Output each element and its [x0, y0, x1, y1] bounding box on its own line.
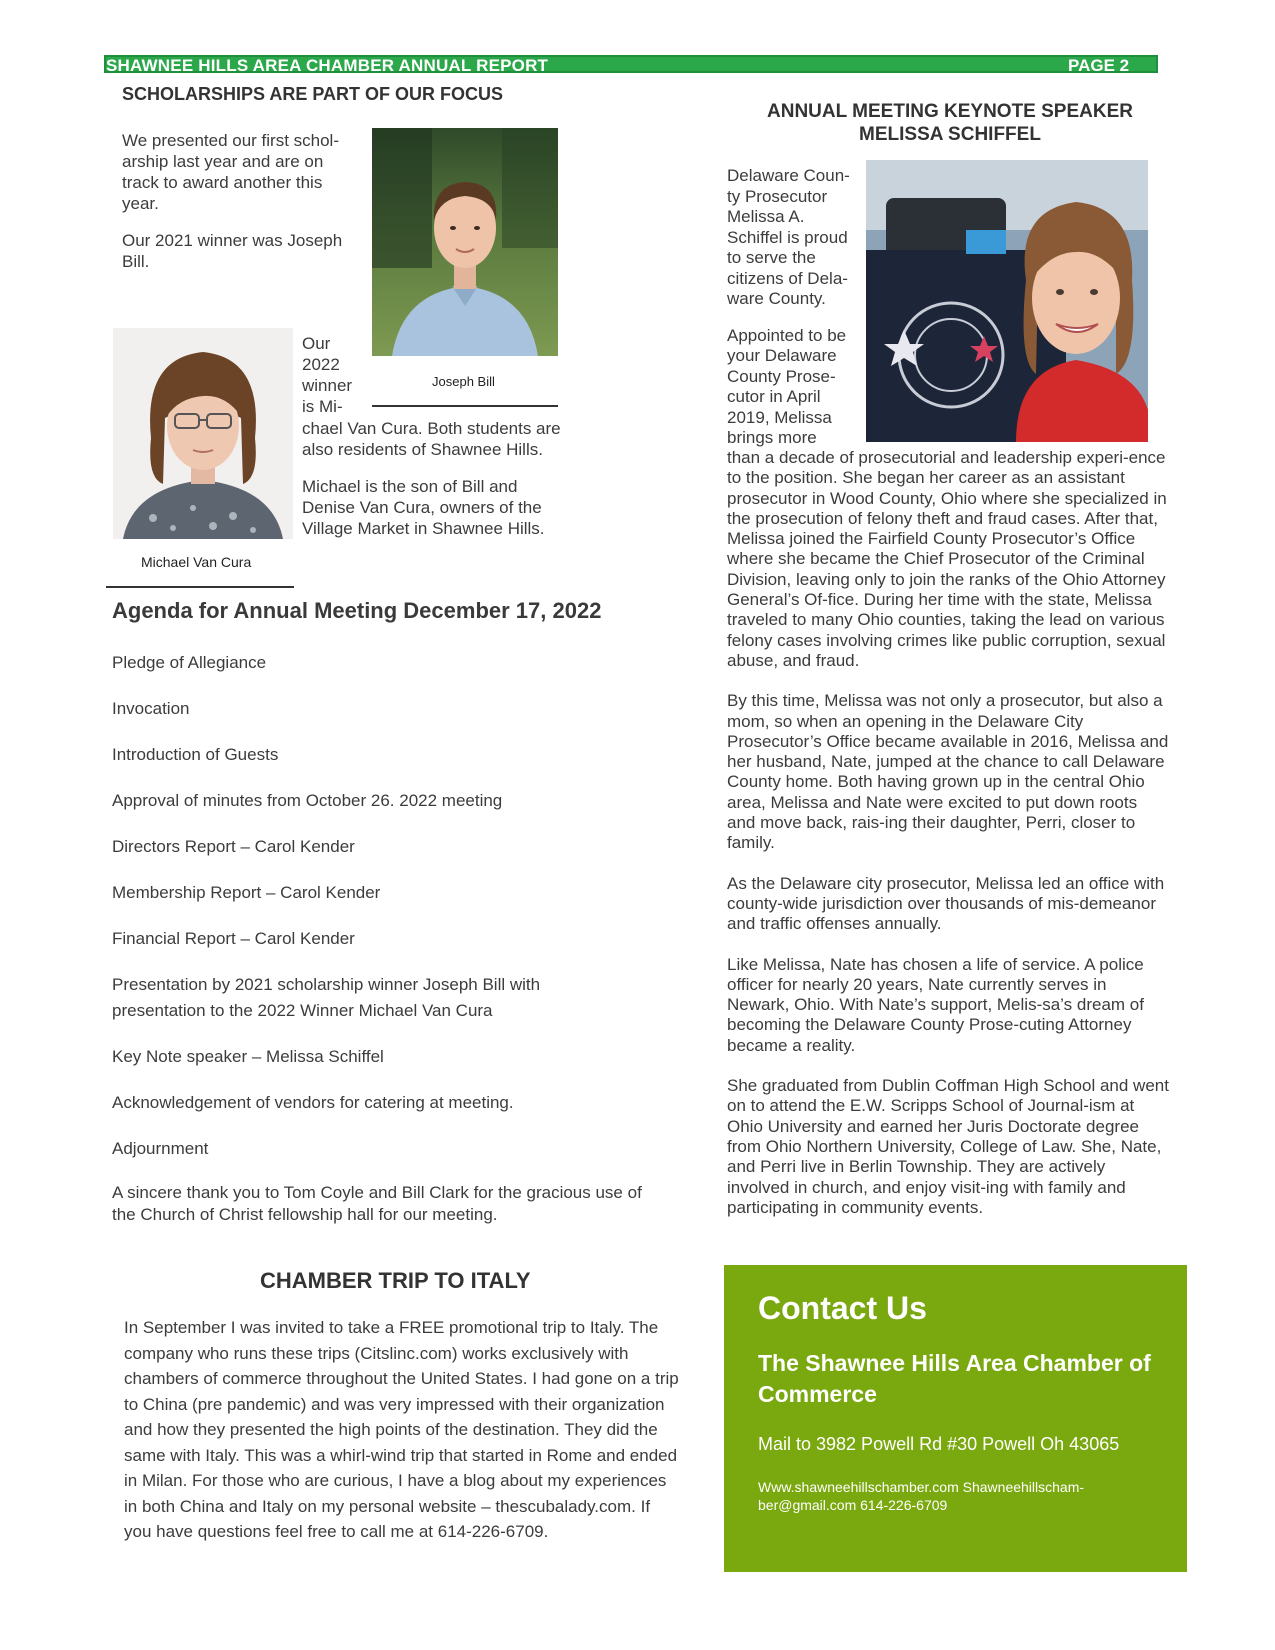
agenda-item: Approval of minutes from October 26. 2022 meeting [112, 791, 503, 810]
keynote-intro-text: Delaware Coun-ty Prosecutor Melissa A. Schiffel is proud to serve the citizens of Dela-ware County. [727, 166, 850, 308]
agenda-title: Agenda for Annual Meeting December 17, 2022 [112, 598, 602, 623]
agenda-item: Introduction of Guests [112, 745, 279, 764]
scholarships-p3a: Our 2022 winner is Mi- [302, 334, 353, 416]
keynote-p4: As the Delaware city prosecutor, Melissa led an office with county-wide jurisdiction over thousands of mis-demeanor and traffic offenses annually. [727, 873, 1165, 934]
scholarships-p1: We presented our first schol-arship last year and are on track to award another this year. [122, 131, 339, 213]
melissa-schiffel-photo [866, 160, 1148, 442]
agenda-item: Presentation by 2021 scholarship winner Joseph Bill with presentation to the 2022 Winner Michael Van Cura [112, 975, 541, 1020]
michael-van-cura-photo [113, 328, 293, 539]
keynote-p2-narrow: Appointed to be your Delaware County Prose-cutor in April 2019, Melissa brings more [727, 325, 847, 447]
report-title: SHAWNEE HILLS AREA CHAMBER ANNUAL REPORT [106, 56, 549, 75]
italy-heading: CHAMBER TRIP TO ITALY [260, 1268, 531, 1293]
agenda-item: Key Note speaker – Melissa Schiffel [112, 1047, 384, 1066]
italy-body: In September I was invited to take a FREE promotional trip to Italy. The company who runs these trips (Citslinc.com) works exclusively with chambers of commerce throughout the United States. I had gone on a trip to China (pre pandemic) and was very impressed with their organization and how they presented the high points of the destination. They did the same with Italy. This was a whirl-wind trip that started in Rome and ended in Milan. For those who are curious, I have a blog about my experiences in both China and Italy on my personal website – thescubalady.com. If you have questions feel free to call me at 614-226-6709. [124, 1318, 679, 1541]
agenda-item: Directors Report – Carol Kender [112, 837, 355, 856]
keynote-heading [724, 100, 1176, 146]
contact-title: Contact Us [758, 1290, 927, 1326]
agenda-rule [106, 586, 294, 588]
agenda-item: Acknowledgement of vendors for catering at meeting. [112, 1093, 514, 1112]
keynote-heading-line2: MELISSA SCHIFFEL [859, 124, 1041, 145]
joseph-bill-caption: Joseph Bill [432, 374, 495, 389]
scholarships-heading: SCHOLARSHIPS ARE PART OF OUR FOCUS [122, 84, 504, 104]
keynote-p5: Like Melissa, Nate has chosen a life of service. A police officer for nearly 20 years, Nate currently serves in Newark, Ohio. With Nate’s support, Melis-sa’s dream of becoming the Delaware County Prose-cuting Attorney became a reality. [727, 954, 1144, 1055]
contact-web-line1[interactable]: Www.shawneehillschamber.com Shawneehillscham- [758, 1479, 1085, 1495]
contact-web-line2[interactable]: ber@gmail.com 614-226-6709 [758, 1497, 948, 1513]
agenda-item: Financial Report – Carol Kender [112, 929, 355, 948]
contact-mail-address: Mail to 3982 Powell Rd #30 Powell Oh 43065 [758, 1434, 1120, 1454]
page-number: PAGE 2 [1068, 56, 1130, 75]
scholarships-p3-narrow [302, 333, 358, 417]
agenda-item: Invocation [112, 699, 190, 718]
agenda-item: Adjournment [112, 1139, 209, 1158]
keynote-p3: By this time, Melissa was not only a prosecutor, but also a mom, so when an opening in the Delaware City Prosecutor’s Office became available in 2016, Melissa and her husband, Nate, jumped at the chance to call Delaware County home. Both having grown up in the central Ohio area, Melissa and Nate were excited to put down roots and move back, rais-ing their daughter, Perri, closer to family. [727, 691, 1169, 853]
scholarships-p3b: chael Van Cura. Both students are also residents of Shawnee Hills. [302, 419, 561, 459]
keynote-heading-line1: ANNUAL MEETING KEYNOTE SPEAKER [767, 101, 1133, 122]
joseph-bill-photo [372, 128, 558, 356]
agenda-item: Pledge of Allegiance [112, 653, 267, 672]
keynote-body [727, 448, 1170, 1234]
scholarships-p3-wide [302, 418, 564, 555]
agenda-item: Membership Report – Carol Kender [112, 883, 381, 902]
scholarships-p2: Our 2021 winner was Joseph Bill. [122, 231, 343, 271]
michael-van-cura-caption: Michael Van Cura [141, 554, 252, 570]
keynote-p2-wide: than a decade of prosecutorial and leadership experi-ence to the position. She began her career as an assistant prosecutor in Wood County, Ohio where she specialized in the prosecution of felony theft and fraud cases. After that, Melissa joined the Fairfield County Prosecutor’s Office where she became the Chief Prosecutor of the Criminal Division, leaving only to join the ranks of the Ohio Attorney General’s Of-fice. During her time with the state, Melissa traveled to many Ohio counties, taking the lead on various felony cases involving crimes like public corruption, sexual abuse, and fraud. [727, 448, 1167, 670]
contact-org: The Shawnee Hills Area Chamber of Commerce [758, 1350, 1151, 1407]
contact-web-email-phone[interactable] [758, 1478, 1178, 1514]
keynote-p6: She graduated from Dublin Coffman High School and went on to attend the E.W. Scripps School of Journal-ism at Ohio University and earned her Juris Doctorate degree from Ohio Northern University, College of Law. She, Nate, and Perri live in Berlin Township. They are actively involved in church, and enjoy visit-ing with family and participating in community events. [727, 1076, 1169, 1217]
scholarships-text [122, 130, 362, 288]
scholarships-p4: Michael is the son of Bill and Denise Van Cura, owners of the Village Market in Shawnee Hills. [302, 477, 545, 538]
agenda-thank-you: A sincere thank you to Tom Coyle and Bill Clark for the gracious use of the Church of Christ fellowship hall for our meeting. [112, 1183, 642, 1224]
caption-rule [372, 405, 558, 407]
keynote-intro [727, 166, 863, 449]
